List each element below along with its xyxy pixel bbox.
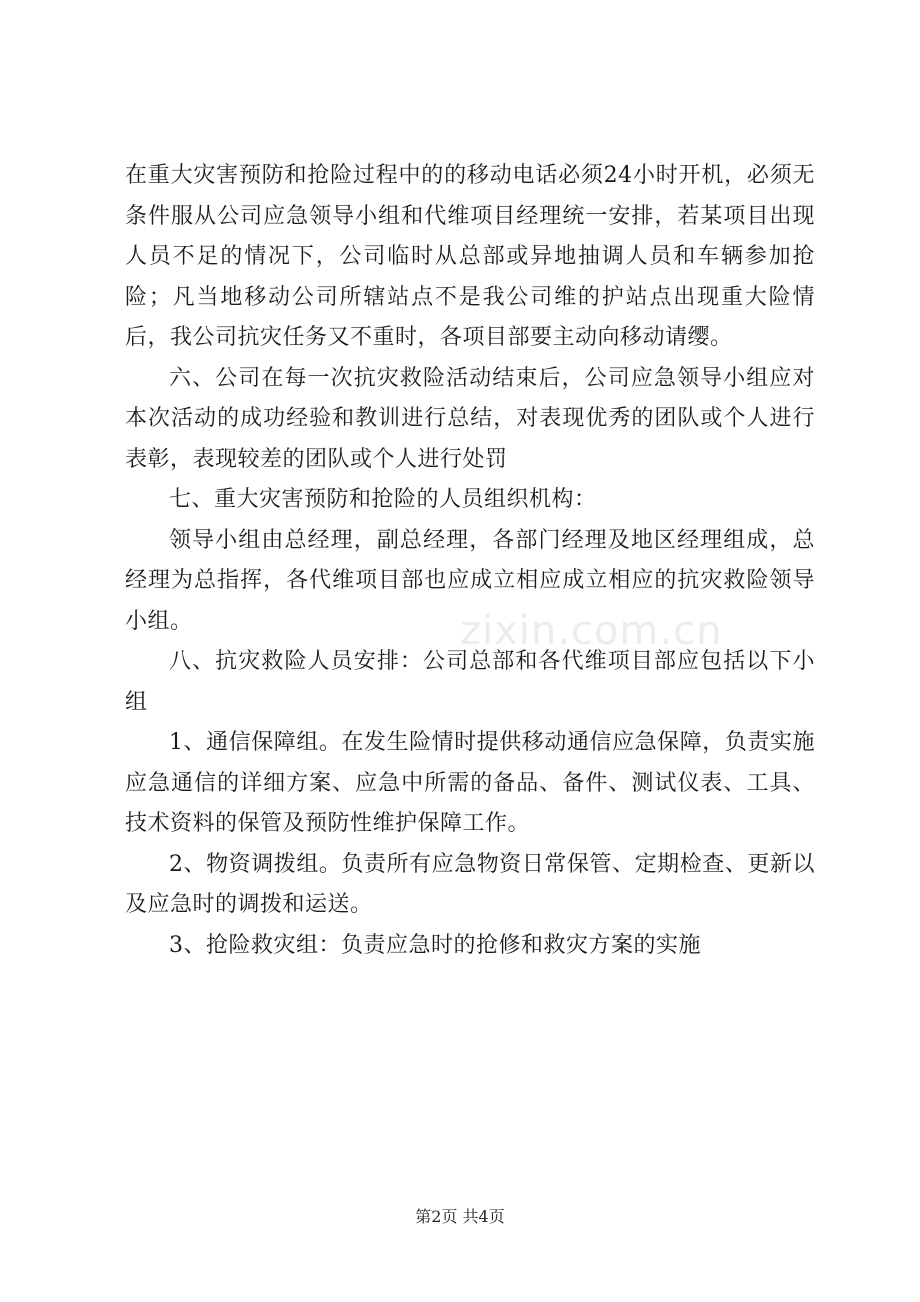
- page-footer: 第2页 共4页: [415, 1207, 505, 1226]
- paragraph-item-communication: 1、通信保障组。在发生险情时提供移动通信应急保障，负责实施应急通信的详细方案、应急中所需的备品、备件、测试仪表、工具、技术资料的保管及预防性维护保障工作。: [125, 730, 815, 836]
- paragraph-leadership-group: 领导小组由总经理，副总经理，各部门经理及地区经理组成，总经理为总指挥，各代维项目部也应成立相应成立相应的抗灾救险领导小组。: [125, 527, 815, 634]
- paragraph-section-seven-heading: 七、重大灾害预防和抢险的人员组织机构：: [169, 487, 597, 512]
- paragraph-section-six: 六、公司在每一次抗灾救险活动结束后，公司应急领导小组应对本次活动的成功经验和教训进行总结，对表现优秀的团队或个人进行表彰，表现较差的团队或个人进行处罚: [125, 365, 815, 472]
- paragraph-item-materials: 2、物资调拨组。负责所有应急物资日常保管、定期检查、更新以及应急时的调拨和运送。: [125, 851, 815, 917]
- body-text: [125, 156, 815, 966]
- paragraph-section-eight: 八、抗灾救险人员安排：公司总部和各代维项目部应包括以下小组: [125, 649, 815, 715]
- paragraph-continuation: 在重大灾害预防和抢险过程中的的移动电话必须24小时开机，必须无条件服从公司应急领导小组和代维项目经理统一安排，若某项目出现人员不足的情况下，公司临时从总部或异地抽调人员和车辆参加抢险；凡当地移动公司所辖站点不是我公司维的护站点出现重大险情后，我公司抗灾任务又不重时，各项目部要主动向移动请缨。: [125, 163, 815, 350]
- paragraph-item-rescue: 3、抢险救灾组：负责应急时的抢修和救灾方案的实施: [169, 932, 701, 958]
- watermark: zixin.com.cn: [460, 608, 723, 654]
